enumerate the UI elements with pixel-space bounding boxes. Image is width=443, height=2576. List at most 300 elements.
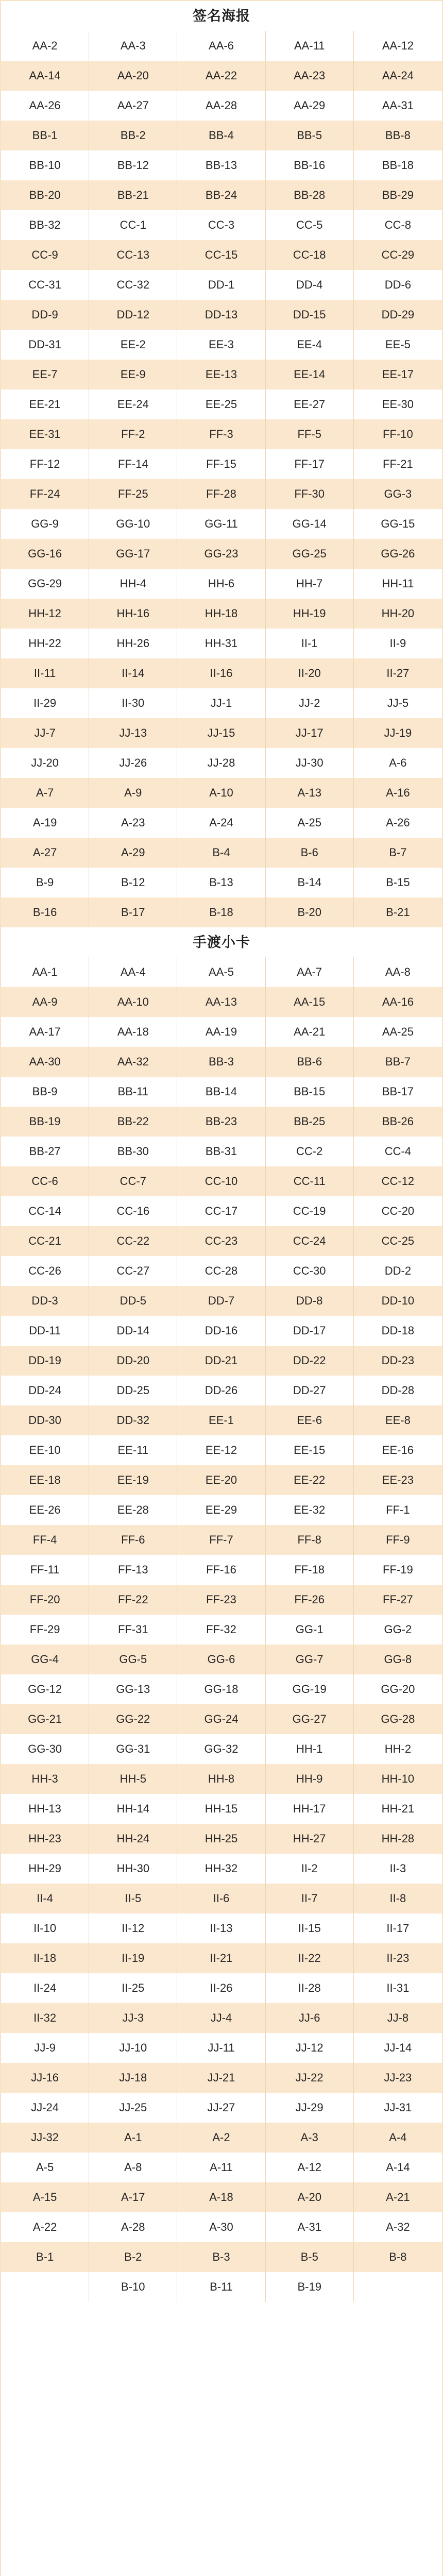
code-cell: GG-24 bbox=[177, 1704, 265, 1734]
code-cell: A-7 bbox=[1, 778, 89, 808]
code-cell: FF-15 bbox=[177, 449, 265, 479]
code-cell: HH-28 bbox=[354, 1824, 442, 1854]
code-cell: FF-20 bbox=[1, 1585, 89, 1615]
code-cell: JJ-24 bbox=[1, 2093, 89, 2123]
code-cell: CC-5 bbox=[266, 210, 354, 240]
code-cell: B-2 bbox=[89, 2242, 177, 2272]
code-cell: II-8 bbox=[354, 1884, 442, 1913]
code-cell: DD-21 bbox=[177, 1346, 265, 1376]
code-cell: JJ-2 bbox=[266, 688, 354, 718]
code-cell: AA-5 bbox=[177, 957, 265, 987]
code-cell: GG-20 bbox=[354, 1674, 442, 1704]
code-cell: BB-12 bbox=[89, 150, 177, 180]
code-cell: AA-7 bbox=[266, 957, 354, 987]
code-cell: DD-4 bbox=[266, 270, 354, 300]
code-cell: GG-32 bbox=[177, 1734, 265, 1764]
code-cell: EE-14 bbox=[266, 360, 354, 389]
code-cell: DD-16 bbox=[177, 1316, 265, 1346]
code-cell: A-27 bbox=[1, 838, 89, 868]
code-cell: EE-7 bbox=[1, 360, 89, 389]
code-cell: HH-12 bbox=[1, 599, 89, 629]
code-cell: EE-19 bbox=[89, 1465, 177, 1495]
code-cell: EE-29 bbox=[177, 1495, 265, 1525]
code-cell: B-21 bbox=[354, 897, 442, 927]
code-cell: A-9 bbox=[89, 778, 177, 808]
code-cell bbox=[354, 2272, 442, 2302]
code-cell: DD-19 bbox=[1, 1346, 89, 1376]
code-cell: A-31 bbox=[266, 2212, 354, 2242]
code-cell: II-31 bbox=[354, 1973, 442, 2003]
code-cell: II-5 bbox=[89, 1884, 177, 1913]
code-cell: GG-12 bbox=[1, 1674, 89, 1704]
code-cell: EE-11 bbox=[89, 1435, 177, 1465]
code-cell: BB-10 bbox=[1, 150, 89, 180]
code-cell: AA-8 bbox=[354, 957, 442, 987]
code-cell: GG-16 bbox=[1, 539, 89, 569]
code-cell: A-24 bbox=[177, 808, 265, 838]
code-cell: HH-32 bbox=[177, 1854, 265, 1884]
code-cell: BB-28 bbox=[266, 180, 354, 210]
code-cell: DD-32 bbox=[89, 1405, 177, 1435]
code-cell: CC-26 bbox=[1, 1256, 89, 1286]
code-cell: BB-18 bbox=[354, 150, 442, 180]
code-cell: CC-9 bbox=[1, 240, 89, 270]
code-cell: EE-12 bbox=[177, 1435, 265, 1465]
code-cell: GG-8 bbox=[354, 1645, 442, 1674]
code-cell: HH-7 bbox=[266, 569, 354, 599]
code-cell: BB-29 bbox=[354, 180, 442, 210]
code-cell: DD-17 bbox=[266, 1316, 354, 1346]
code-cell: FF-29 bbox=[1, 1615, 89, 1645]
code-cell: AA-21 bbox=[266, 1017, 354, 1047]
code-cell: HH-15 bbox=[177, 1794, 265, 1824]
code-cell: AA-10 bbox=[89, 987, 177, 1017]
code-cell: FF-16 bbox=[177, 1555, 265, 1585]
code-cell: JJ-23 bbox=[354, 2063, 442, 2093]
code-cell: A-8 bbox=[89, 2153, 177, 2182]
code-cell: JJ-14 bbox=[354, 2033, 442, 2063]
code-cell: BB-27 bbox=[1, 1137, 89, 1166]
code-cell: B-9 bbox=[1, 868, 89, 897]
code-cell: AA-1 bbox=[1, 957, 89, 987]
code-cell: GG-10 bbox=[89, 509, 177, 539]
code-cell: AA-17 bbox=[1, 1017, 89, 1047]
code-cell: FF-27 bbox=[354, 1585, 442, 1615]
code-cell: AA-24 bbox=[354, 61, 442, 91]
code-cell: AA-30 bbox=[1, 1047, 89, 1077]
code-cell: EE-31 bbox=[1, 419, 89, 449]
code-cell: JJ-29 bbox=[266, 2093, 354, 2123]
code-cell: BB-19 bbox=[1, 1107, 89, 1137]
code-cell: II-1 bbox=[266, 629, 354, 658]
code-cell: HH-19 bbox=[266, 599, 354, 629]
code-cell: EE-24 bbox=[89, 389, 177, 419]
code-cell: A-10 bbox=[177, 778, 265, 808]
code-cell: JJ-30 bbox=[266, 748, 354, 778]
code-cell: JJ-17 bbox=[266, 718, 354, 748]
code-cell: EE-3 bbox=[177, 330, 265, 360]
code-cell: JJ-6 bbox=[266, 2003, 354, 2033]
code-cell: HH-3 bbox=[1, 1764, 89, 1794]
code-cell: HH-18 bbox=[177, 599, 265, 629]
code-cell: DD-3 bbox=[1, 1286, 89, 1316]
code-cell: II-21 bbox=[177, 1943, 265, 1973]
code-cell: BB-24 bbox=[177, 180, 265, 210]
code-cell: GG-5 bbox=[89, 1645, 177, 1674]
code-cell: DD-12 bbox=[89, 300, 177, 330]
code-cell: EE-17 bbox=[354, 360, 442, 389]
code-cell: BB-1 bbox=[1, 121, 89, 150]
code-cell: EE-10 bbox=[1, 1435, 89, 1465]
code-cell: HH-9 bbox=[266, 1764, 354, 1794]
code-cell: JJ-25 bbox=[89, 2093, 177, 2123]
code-cell: A-2 bbox=[177, 2123, 265, 2153]
code-cell: B-1 bbox=[1, 2242, 89, 2272]
code-cell: CC-15 bbox=[177, 240, 265, 270]
code-cell: DD-18 bbox=[354, 1316, 442, 1346]
code-cell: II-4 bbox=[1, 1884, 89, 1913]
code-cell: BB-30 bbox=[89, 1137, 177, 1166]
code-cell: II-29 bbox=[1, 688, 89, 718]
code-cell: B-8 bbox=[354, 2242, 442, 2272]
code-cell: GG-31 bbox=[89, 1734, 177, 1764]
code-cell: DD-26 bbox=[177, 1376, 265, 1405]
code-cell: DD-13 bbox=[177, 300, 265, 330]
code-cell: FF-7 bbox=[177, 1525, 265, 1555]
code-cell: II-20 bbox=[266, 658, 354, 688]
code-cell: AA-32 bbox=[89, 1047, 177, 1077]
code-cell: JJ-15 bbox=[177, 718, 265, 748]
code-cell: CC-31 bbox=[1, 270, 89, 300]
code-cell: GG-15 bbox=[354, 509, 442, 539]
code-cell: AA-15 bbox=[266, 987, 354, 1017]
code-cell: CC-8 bbox=[354, 210, 442, 240]
code-cell: A-5 bbox=[1, 2153, 89, 2182]
code-cell: AA-12 bbox=[354, 31, 442, 61]
code-cell: JJ-13 bbox=[89, 718, 177, 748]
code-cell: DD-9 bbox=[1, 300, 89, 330]
code-cell: EE-26 bbox=[1, 1495, 89, 1525]
code-cell: FF-13 bbox=[89, 1555, 177, 1585]
code-cell: HH-5 bbox=[89, 1764, 177, 1794]
code-cell: CC-19 bbox=[266, 1196, 354, 1226]
code-cell: HH-25 bbox=[177, 1824, 265, 1854]
code-cell: JJ-3 bbox=[89, 2003, 177, 2033]
code-cell: A-17 bbox=[89, 2182, 177, 2212]
code-cell: AA-20 bbox=[89, 61, 177, 91]
code-cell: BB-15 bbox=[266, 1077, 354, 1107]
code-cell: FF-22 bbox=[89, 1585, 177, 1615]
code-cell: II-18 bbox=[1, 1943, 89, 1973]
code-cell: A-11 bbox=[177, 2153, 265, 2182]
code-cell: AA-16 bbox=[354, 987, 442, 1017]
code-cell: JJ-27 bbox=[177, 2093, 265, 2123]
code-cell: HH-11 bbox=[354, 569, 442, 599]
code-cell: FF-2 bbox=[89, 419, 177, 449]
code-cell: GG-2 bbox=[354, 1615, 442, 1645]
code-cell: BB-8 bbox=[354, 121, 442, 150]
code-cell: GG-25 bbox=[266, 539, 354, 569]
code-cell: GG-13 bbox=[89, 1674, 177, 1704]
code-cell: CC-21 bbox=[1, 1226, 89, 1256]
code-cell: HH-20 bbox=[354, 599, 442, 629]
code-cell: JJ-8 bbox=[354, 2003, 442, 2033]
code-cell: EE-5 bbox=[354, 330, 442, 360]
code-cell: A-25 bbox=[266, 808, 354, 838]
code-cell: HH-31 bbox=[177, 629, 265, 658]
code-cell: AA-31 bbox=[354, 91, 442, 121]
code-cell: B-15 bbox=[354, 868, 442, 897]
code-cell: FF-6 bbox=[89, 1525, 177, 1555]
code-cell: CC-18 bbox=[266, 240, 354, 270]
code-cell: A-4 bbox=[354, 2123, 442, 2153]
code-cell: AA-11 bbox=[266, 31, 354, 61]
code-cell: AA-6 bbox=[177, 31, 265, 61]
code-cell: GG-19 bbox=[266, 1674, 354, 1704]
code-cell: JJ-28 bbox=[177, 748, 265, 778]
code-cell: DD-20 bbox=[89, 1346, 177, 1376]
code-cell: DD-1 bbox=[177, 270, 265, 300]
code-cell: GG-7 bbox=[266, 1645, 354, 1674]
code-cell: DD-30 bbox=[1, 1405, 89, 1435]
code-cell: HH-27 bbox=[266, 1824, 354, 1854]
code-cell: DD-15 bbox=[266, 300, 354, 330]
code-cell: B-11 bbox=[177, 2272, 265, 2302]
code-cell: BB-4 bbox=[177, 121, 265, 150]
code-cell: GG-29 bbox=[1, 569, 89, 599]
code-cell: HH-10 bbox=[354, 1764, 442, 1794]
code-cell: EE-13 bbox=[177, 360, 265, 389]
code-cell: A-22 bbox=[1, 2212, 89, 2242]
code-cell: FF-9 bbox=[354, 1525, 442, 1555]
code-cell: FF-32 bbox=[177, 1615, 265, 1645]
code-cell: JJ-31 bbox=[354, 2093, 442, 2123]
code-cell: CC-23 bbox=[177, 1226, 265, 1256]
code-cell: JJ-21 bbox=[177, 2063, 265, 2093]
code-cell: HH-29 bbox=[1, 1854, 89, 1884]
code-cell: BB-11 bbox=[89, 1077, 177, 1107]
code-cell: GG-6 bbox=[177, 1645, 265, 1674]
code-cell: BB-13 bbox=[177, 150, 265, 180]
code-cell: HH-16 bbox=[89, 599, 177, 629]
code-cell: HH-14 bbox=[89, 1794, 177, 1824]
code-cell: GG-9 bbox=[1, 509, 89, 539]
code-cell: BB-32 bbox=[1, 210, 89, 240]
code-cell: B-5 bbox=[266, 2242, 354, 2272]
code-cell: II-28 bbox=[266, 1973, 354, 2003]
code-cell: FF-25 bbox=[89, 479, 177, 509]
code-cell: GG-21 bbox=[1, 1704, 89, 1734]
code-cell: JJ-26 bbox=[89, 748, 177, 778]
code-cell: EE-8 bbox=[354, 1405, 442, 1435]
code-cell: BB-20 bbox=[1, 180, 89, 210]
code-cell: JJ-4 bbox=[177, 2003, 265, 2033]
code-cell: HH-2 bbox=[354, 1734, 442, 1764]
code-cell: II-16 bbox=[177, 658, 265, 688]
code-cell: AA-26 bbox=[1, 91, 89, 121]
code-cell: A-21 bbox=[354, 2182, 442, 2212]
code-cell: B-10 bbox=[89, 2272, 177, 2302]
code-cell: BB-9 bbox=[1, 1077, 89, 1107]
code-cell: GG-3 bbox=[354, 479, 442, 509]
section-title: 手渡小卡 bbox=[1, 927, 442, 957]
code-cell: A-16 bbox=[354, 778, 442, 808]
code-cell: II-11 bbox=[1, 658, 89, 688]
code-cell: AA-18 bbox=[89, 1017, 177, 1047]
code-cell: CC-13 bbox=[89, 240, 177, 270]
code-cell: II-32 bbox=[1, 2003, 89, 2033]
code-cell: EE-25 bbox=[177, 389, 265, 419]
code-cell: II-15 bbox=[266, 1913, 354, 1943]
code-cell: CC-20 bbox=[354, 1196, 442, 1226]
code-cell: B-14 bbox=[266, 868, 354, 897]
code-cell: AA-14 bbox=[1, 61, 89, 91]
code-cell: CC-16 bbox=[89, 1196, 177, 1226]
code-cell: GG-23 bbox=[177, 539, 265, 569]
code-cell: EE-2 bbox=[89, 330, 177, 360]
code-cell: FF-4 bbox=[1, 1525, 89, 1555]
code-cell: HH-21 bbox=[354, 1794, 442, 1824]
code-cell: DD-23 bbox=[354, 1346, 442, 1376]
sections-container bbox=[1, 1, 442, 2302]
code-cell: II-3 bbox=[354, 1854, 442, 1884]
code-cell: FF-10 bbox=[354, 419, 442, 449]
code-cell: GG-4 bbox=[1, 1645, 89, 1674]
code-cell: FF-1 bbox=[354, 1495, 442, 1525]
code-cell: FF-17 bbox=[266, 449, 354, 479]
code-cell: AA-28 bbox=[177, 91, 265, 121]
code-cell: BB-2 bbox=[89, 121, 177, 150]
code-cell: EE-1 bbox=[177, 1405, 265, 1435]
code-cell: EE-9 bbox=[89, 360, 177, 389]
code-cell: DD-5 bbox=[89, 1286, 177, 1316]
code-cell: JJ-19 bbox=[354, 718, 442, 748]
code-cell: A-1 bbox=[89, 2123, 177, 2153]
code-cell: FF-23 bbox=[177, 1585, 265, 1615]
code-cell: DD-22 bbox=[266, 1346, 354, 1376]
code-cell: JJ-32 bbox=[1, 2123, 89, 2153]
code-cell: CC-12 bbox=[354, 1166, 442, 1196]
code-cell: DD-11 bbox=[1, 1316, 89, 1346]
code-cell: JJ-20 bbox=[1, 748, 89, 778]
code-cell: AA-27 bbox=[89, 91, 177, 121]
code-cell: AA-4 bbox=[89, 957, 177, 987]
code-cell: CC-17 bbox=[177, 1196, 265, 1226]
code-cell: II-13 bbox=[177, 1913, 265, 1943]
code-cell: A-13 bbox=[266, 778, 354, 808]
code-cell: HH-17 bbox=[266, 1794, 354, 1824]
code-cell: A-20 bbox=[266, 2182, 354, 2212]
code-cell: GG-17 bbox=[89, 539, 177, 569]
code-cell: DD-8 bbox=[266, 1286, 354, 1316]
code-cell: CC-4 bbox=[354, 1137, 442, 1166]
code-cell: B-19 bbox=[266, 2272, 354, 2302]
code-cell: DD-2 bbox=[354, 1256, 442, 1286]
code-cell: II-17 bbox=[354, 1913, 442, 1943]
code-cell: AA-2 bbox=[1, 31, 89, 61]
code-cell: CC-25 bbox=[354, 1226, 442, 1256]
code-cell: A-28 bbox=[89, 2212, 177, 2242]
code-cell: B-20 bbox=[266, 897, 354, 927]
code-cell: EE-23 bbox=[354, 1465, 442, 1495]
code-cell: CC-6 bbox=[1, 1166, 89, 1196]
code-cell: AA-22 bbox=[177, 61, 265, 91]
code-cell: FF-18 bbox=[266, 1555, 354, 1585]
code-cell: B-17 bbox=[89, 897, 177, 927]
code-cell: FF-19 bbox=[354, 1555, 442, 1585]
code-cell: DD-28 bbox=[354, 1376, 442, 1405]
code-cell: JJ-7 bbox=[1, 718, 89, 748]
code-cell: EE-4 bbox=[266, 330, 354, 360]
code-cell: CC-24 bbox=[266, 1226, 354, 1256]
code-cell: HH-1 bbox=[266, 1734, 354, 1764]
code-cell: DD-6 bbox=[354, 270, 442, 300]
code-cell: EE-28 bbox=[89, 1495, 177, 1525]
code-cell: FF-30 bbox=[266, 479, 354, 509]
code-cell: HH-13 bbox=[1, 1794, 89, 1824]
code-cell: II-30 bbox=[89, 688, 177, 718]
code-cell: BB-23 bbox=[177, 1107, 265, 1137]
code-cell: II-19 bbox=[89, 1943, 177, 1973]
code-cell: B-7 bbox=[354, 838, 442, 868]
code-cell: FF-8 bbox=[266, 1525, 354, 1555]
code-cell: GG-26 bbox=[354, 539, 442, 569]
code-cell: A-32 bbox=[354, 2212, 442, 2242]
code-cell: GG-11 bbox=[177, 509, 265, 539]
code-cell: II-26 bbox=[177, 1973, 265, 2003]
code-cell bbox=[1, 2272, 89, 2302]
code-cell: FF-3 bbox=[177, 419, 265, 449]
code-cell: JJ-16 bbox=[1, 2063, 89, 2093]
code-cell: CC-10 bbox=[177, 1166, 265, 1196]
code-cell: AA-29 bbox=[266, 91, 354, 121]
code-cell: A-18 bbox=[177, 2182, 265, 2212]
code-cell: II-22 bbox=[266, 1943, 354, 1973]
code-cell: BB-3 bbox=[177, 1047, 265, 1077]
code-cell: DD-27 bbox=[266, 1376, 354, 1405]
code-cell: A-14 bbox=[354, 2153, 442, 2182]
code-cell: B-3 bbox=[177, 2242, 265, 2272]
code-cell: A-30 bbox=[177, 2212, 265, 2242]
code-cell: AA-25 bbox=[354, 1017, 442, 1047]
code-cell: II-2 bbox=[266, 1854, 354, 1884]
code-cell: CC-32 bbox=[89, 270, 177, 300]
code-cell: GG-1 bbox=[266, 1615, 354, 1645]
code-cell: CC-14 bbox=[1, 1196, 89, 1226]
code-cell: FF-5 bbox=[266, 419, 354, 449]
code-cell: HH-23 bbox=[1, 1824, 89, 1854]
code-cell: CC-11 bbox=[266, 1166, 354, 1196]
code-cell: AA-3 bbox=[89, 31, 177, 61]
code-cell: II-25 bbox=[89, 1973, 177, 2003]
code-cell: II-6 bbox=[177, 1884, 265, 1913]
code-cell: EE-27 bbox=[266, 389, 354, 419]
code-cell: B-16 bbox=[1, 897, 89, 927]
code-cell: DD-10 bbox=[354, 1286, 442, 1316]
code-cell: JJ-5 bbox=[354, 688, 442, 718]
code-cell: AA-19 bbox=[177, 1017, 265, 1047]
code-cell: FF-11 bbox=[1, 1555, 89, 1585]
code-cell: A-15 bbox=[1, 2182, 89, 2212]
code-cell: II-12 bbox=[89, 1913, 177, 1943]
code-cell: DD-24 bbox=[1, 1376, 89, 1405]
code-cell: GG-14 bbox=[266, 509, 354, 539]
code-cell: EE-32 bbox=[266, 1495, 354, 1525]
code-cell: II-27 bbox=[354, 658, 442, 688]
code-cell: A-29 bbox=[89, 838, 177, 868]
code-cell: HH-4 bbox=[89, 569, 177, 599]
code-cell: FF-12 bbox=[1, 449, 89, 479]
